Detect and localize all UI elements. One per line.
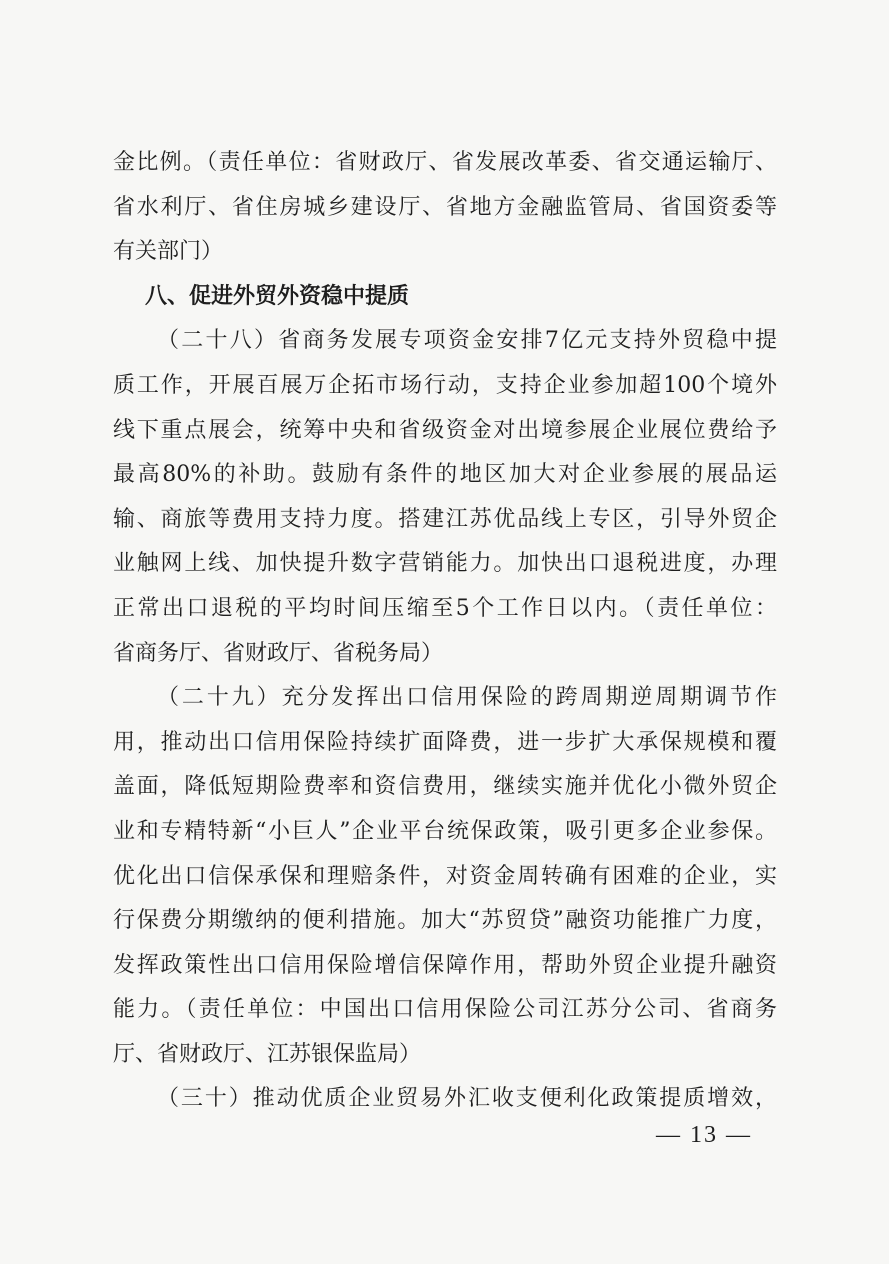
text-line: 线下重点展会，统筹中央和省级资金对出境参展企业展位费给予 — [113, 417, 777, 443]
text-line: 省水利厅、省住房城乡建设厅、省地方金融监管局、省国资委等 — [113, 194, 777, 220]
text-line: 正常出口退税的平均时间压缩至5个工作日以内。（责任单位： — [113, 595, 777, 621]
document-body — [113, 141, 777, 1122]
text-line: 用，推动出口信用保险持续扩面降费，进一步扩大承保规模和覆 — [113, 729, 777, 755]
text-line: 质工作，开展百展万企拓市场行动，支持企业参加超100个境外 — [113, 372, 777, 398]
page-number: — 13 — — [656, 1122, 752, 1148]
text-line: 发挥政策性出口信用保险增信保障作用，帮助外贸企业提升融资 — [113, 952, 777, 978]
text-line: 最高80%的补助。鼓励有条件的地区加大对企业参展的展品运 — [113, 462, 777, 488]
text-line: 输、商旅等费用支持力度。搭建江苏优品线上专区，引导外贸企 — [113, 506, 777, 532]
text-line: （二十九）充分发挥出口信用保险的跨周期逆周期调节作 — [157, 685, 777, 711]
text-line: 能力。（责任单位：中国出口信用保险公司江苏分公司、省商务 — [113, 997, 777, 1023]
text-line: 厅、省财政厅、江苏银保监局） — [113, 1041, 422, 1067]
text-line: （二十八）省商务发展专项资金安排7亿元支持外贸稳中提 — [157, 328, 777, 354]
text-line: 省商务厅、省财政厅、省税务局） — [113, 640, 444, 666]
text-line: 有关部门） — [113, 239, 224, 265]
text-line: 行保费分期缴纳的便利措施。加大“苏贸贷”融资功能推广力度， — [113, 908, 777, 934]
text-line: 盖面，降低短期险费率和资信费用，继续实施并优化小微外贸企 — [113, 774, 777, 800]
text-line: 业和专精特新“小巨人”企业平台统保政策，吸引更多企业参保。 — [113, 818, 777, 844]
section-heading: 八、促进外贸外资稳中提质 — [145, 283, 410, 309]
text-line: 优化出口信保承保和理赔条件，对资金周转确有困难的企业，实 — [113, 863, 777, 889]
text-line: （三十）推动优质企业贸易外汇收支便利化政策提质增效， — [157, 1086, 777, 1112]
text-line: 业触网上线、加快提升数字营销能力。加快出口退税进度，办理 — [113, 551, 777, 577]
text-line: 金比例。（责任单位：省财政厅、省发展改革委、省交通运输厅、 — [113, 150, 777, 175]
